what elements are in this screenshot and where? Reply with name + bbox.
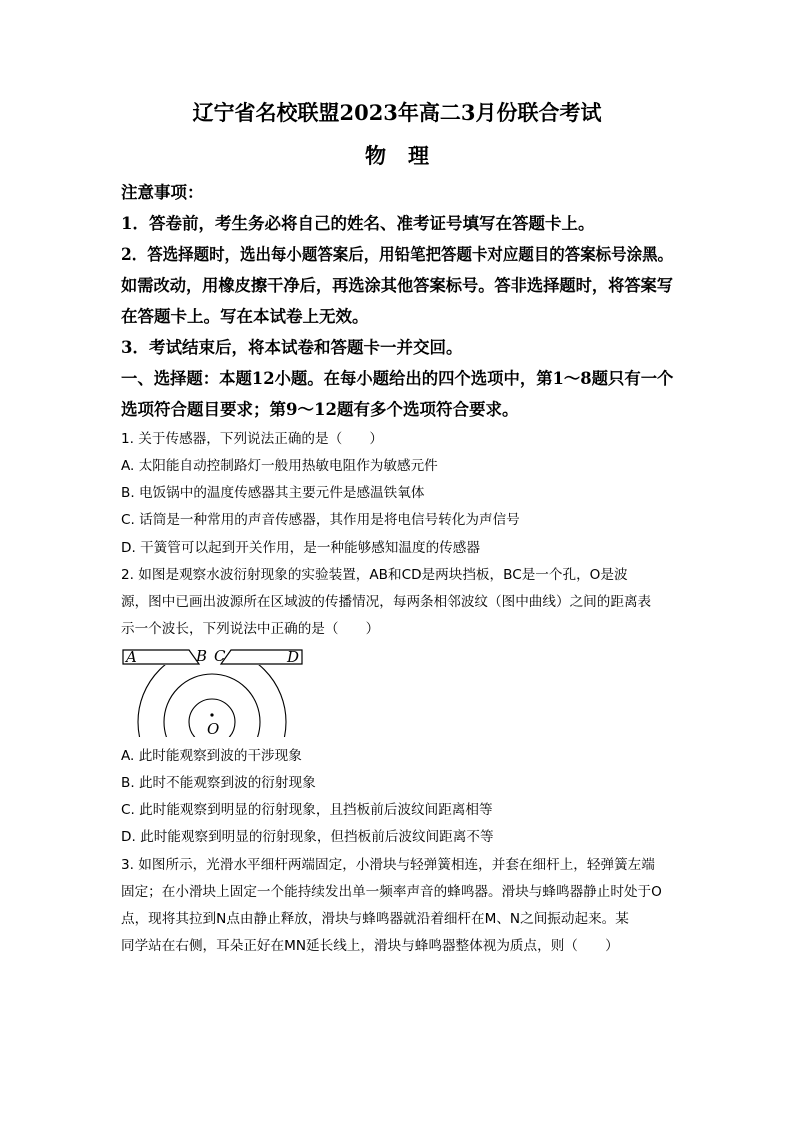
question-3-stem: 3. 如图所示，光滑水平细杆两端固定，小滑块与轻弹簧相连，并套在细杆上，轻弹簧左端 xyxy=(121,857,655,873)
question-3-stem: 点，现将其拉到N点由静止释放，滑块与蜂鸣器就沿着细杆在M、N之间振动起来。某 xyxy=(121,911,629,927)
label-d: D xyxy=(287,648,300,666)
question-3-stem: 同学站在右侧，耳朵正好在MN延长线上，滑块与蜂鸣器整体视为质点，则（ ） xyxy=(121,938,619,954)
question-2-option-a: A. 此时能观察到波的干涉现象 xyxy=(121,748,302,764)
wave-diffraction-figure xyxy=(121,645,307,737)
label-o: O xyxy=(207,720,220,737)
question-3-stem: 固定；在小滑块上固定一个能持续发出单一频率声音的蜂鸣器。滑块与蜂鸣器静止时处于O xyxy=(121,884,662,900)
question-2-option-b: B. 此时不能观察到波的衍射现象 xyxy=(121,775,316,791)
exam-title: 辽宁省名校联盟2023年高二3月份联合考试 xyxy=(192,100,602,125)
question-1-stem: 1. 关于传感器，下列说法正确的是（ ） xyxy=(121,431,383,447)
question-1-option-c: C. 话筒是一种常用的声音传感器，其作用是将电信号转化为声信号 xyxy=(121,512,520,528)
question-2-option-c: C. 此时能观察到明显的衍射现象，且挡板前后波纹间距离相等 xyxy=(121,802,493,818)
subject-title: 物理 xyxy=(365,143,451,168)
notes-item: 3．考试结束后，将本试卷和答题卡一并交回。 xyxy=(121,338,463,357)
notes-item: 1．答卷前，考生务必将自己的姓名、准考证号填写在答题卡上。 xyxy=(121,214,595,233)
section-heading: 选项符合题目要求；第9～12题有多个选项符合要求。 xyxy=(121,400,519,419)
notes-item: 如需改动，用橡皮擦干净后，再选涂其他答案标号。答非选择题时，将答案写 xyxy=(121,276,674,295)
label-b: B xyxy=(196,647,208,665)
notes-heading: 注意事项： xyxy=(121,183,204,202)
label-a: A xyxy=(126,648,137,666)
question-1-option-a: A. 太阳能自动控制路灯一般用热敏电阻作为敏感元件 xyxy=(121,458,438,474)
wave-source-dot xyxy=(210,713,213,716)
question-1-option-b: B. 电饭锅中的温度传感器其主要元件是感温铁氧体 xyxy=(121,485,425,501)
question-2-stem: 源，图中已画出波源所在区域波的传播情况，每两条相邻波纹（图中曲线）之间的距离表 xyxy=(121,594,652,610)
question-1-option-d: D. 干簧管可以起到开关作用，是一种能够感知温度的传感器 xyxy=(121,540,480,556)
question-2-stem: 2. 如图是观察水波衍射现象的实验装置，AB和CD是两块挡板，BC是一个孔，O是波 xyxy=(121,567,628,583)
section-heading: 一、选择题：本题12小题。在每小题给出的四个选项中，第1～8题只有一个 xyxy=(121,369,674,388)
notes-item: 2．答选择题时，选出每小题答案后，用铅笔把答题卡对应题目的答案标号涂黑。 xyxy=(121,245,673,264)
notes-item: 在答题卡上。写在本试卷上无效。 xyxy=(121,307,369,326)
label-c: C xyxy=(214,647,226,665)
question-2-stem: 示一个波长，下列说法中正确的是（ ） xyxy=(121,621,380,637)
question-2-option-d: D. 此时能观察到明显的衍射现象，但挡板前后波纹间距离不等 xyxy=(121,829,494,845)
